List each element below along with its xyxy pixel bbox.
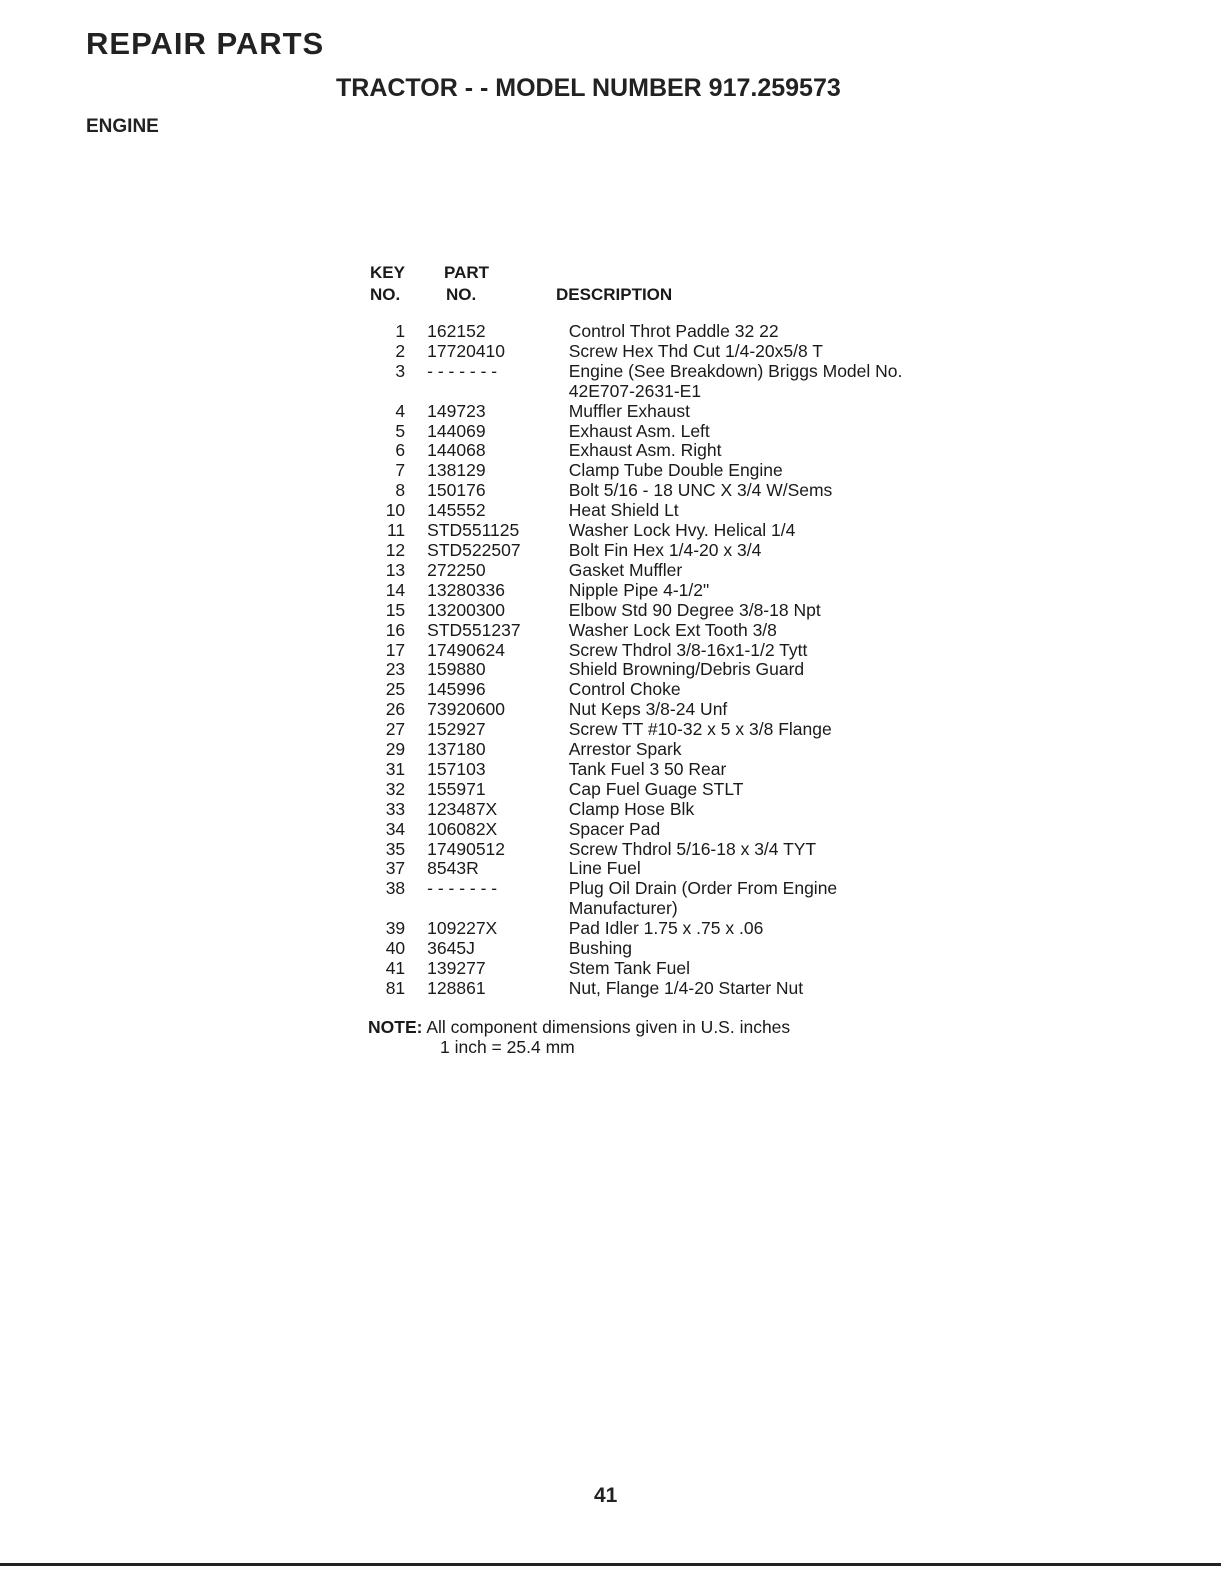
key-no-cell: 6 xyxy=(395,440,406,461)
part-no-cell: 272250 xyxy=(427,559,486,580)
key-no-cell: 34 xyxy=(385,818,406,839)
part-no-cell: 149723 xyxy=(427,400,486,421)
table-row xyxy=(368,919,928,939)
table-row xyxy=(368,422,928,442)
part-no-cell: 128861 xyxy=(427,977,486,998)
description-cell: Clamp Tube Double Engine xyxy=(568,460,783,481)
bottom-rule xyxy=(0,1563,1221,1566)
key-no-cell: 4 xyxy=(395,400,406,421)
key-no-cell: 81 xyxy=(385,977,406,998)
key-no-cell: 14 xyxy=(385,579,406,600)
description-cell: Gasket Muffler xyxy=(568,559,683,580)
description-cell: Line Fuel xyxy=(568,858,641,879)
part-header-line1: PART xyxy=(444,263,490,282)
table-row xyxy=(368,601,928,621)
part-no-cell: STD551125 xyxy=(427,520,520,541)
table-row xyxy=(368,840,928,860)
key-no-cell: 29 xyxy=(385,739,406,760)
table-row xyxy=(368,322,928,342)
description-cell: Clamp Hose Blk xyxy=(568,798,695,819)
table-row xyxy=(368,501,928,521)
part-no-cell: - - - - - - - xyxy=(427,878,498,899)
part-no-cell: 17720410 xyxy=(427,340,506,361)
description-cell: Control Throt Paddle 32 22 xyxy=(568,321,779,341)
part-no-cell: STD551237 xyxy=(427,619,521,640)
description-cell: Exhaust Asm. Left xyxy=(568,420,710,441)
description-cell: Engine (See Breakdown) Briggs Model No. 42E707-2631-E1 xyxy=(568,360,903,401)
page-number: 41 xyxy=(594,1484,618,1507)
table-row xyxy=(368,402,928,422)
table-row xyxy=(368,461,928,481)
note-line2: 1 inch = 25.4 mm xyxy=(440,1037,575,1057)
key-no-column-header xyxy=(370,262,405,306)
key-no-cell: 2 xyxy=(395,340,406,361)
description-cell: Tank Fuel 3 50 Rear xyxy=(568,758,727,779)
description-cell: Washer Lock Ext Tooth 3/8 xyxy=(568,619,777,640)
table-row xyxy=(368,541,928,561)
part-no-cell: 17490624 xyxy=(427,639,506,660)
table-row xyxy=(368,362,928,402)
description-cell: Nut Keps 3/8-24 Unf xyxy=(568,699,728,720)
description-cell: Nipple Pipe 4-1/2" xyxy=(568,579,710,600)
description-cell: Bolt Fin Hex 1/4-20 x 3/4 xyxy=(568,539,762,560)
description-cell: Screw Hex Thd Cut 1/4-20x5/8 T xyxy=(568,340,823,361)
table-row xyxy=(368,621,928,641)
description-cell: Cap Fuel Guage STLT xyxy=(568,778,744,799)
section-title: ENGINE xyxy=(86,116,159,137)
description-cell: Exhaust Asm. Right xyxy=(568,440,722,461)
part-no-cell: 138129 xyxy=(427,460,486,481)
description-cell: Plug Oil Drain (Order From Engine Manufacturer) xyxy=(568,878,838,919)
part-no-cell: 3645J xyxy=(427,938,475,959)
description-cell: Elbow Std 90 Degree 3/8-18 Npt xyxy=(568,599,821,620)
table-row xyxy=(368,521,928,541)
note-line1: All component dimensions given in U.S. inches xyxy=(426,1017,791,1037)
key-no-cell: 10 xyxy=(385,500,406,521)
description-cell: Screw Thdrol 3/8-16x1-1/2 Tytt xyxy=(568,639,808,660)
table-row xyxy=(368,879,928,919)
model-number-heading: TRACTOR - - MODEL NUMBER 917.259573 xyxy=(336,74,841,102)
key-no-cell: 17 xyxy=(385,639,406,660)
note-label: NOTE: xyxy=(368,1017,423,1037)
parts-table-body xyxy=(368,322,928,999)
key-no-cell: 35 xyxy=(385,838,406,859)
key-no-cell: 16 xyxy=(385,619,406,640)
description-cell: Bolt 5/16 - 18 UNC X 3/4 W/Sems xyxy=(568,480,833,501)
key-header-line2: NO. xyxy=(370,285,401,304)
table-row xyxy=(368,780,928,800)
key-no-cell: 39 xyxy=(385,918,406,939)
table-row xyxy=(368,800,928,820)
key-header-line1: KEY xyxy=(370,263,405,282)
key-no-cell: 1 xyxy=(395,321,406,341)
key-no-cell: 37 xyxy=(385,858,406,879)
part-no-column-header xyxy=(444,262,489,306)
part-no-cell: 8543R xyxy=(427,858,479,879)
description-column-header: DESCRIPTION xyxy=(556,285,673,304)
table-row xyxy=(368,441,928,461)
description-cell: Spacer Pad xyxy=(568,818,661,839)
table-row xyxy=(368,342,928,362)
part-no-cell: 17490512 xyxy=(427,838,506,859)
key-no-cell: 31 xyxy=(385,758,406,779)
key-no-cell: 13 xyxy=(385,559,406,580)
part-header-line2: NO. xyxy=(446,285,477,304)
key-no-cell: 38 xyxy=(385,878,406,899)
table-row xyxy=(368,979,928,999)
key-no-cell: 12 xyxy=(385,539,406,560)
part-no-cell: 13200300 xyxy=(427,599,506,620)
description-cell: Heat Shield Lt xyxy=(568,500,679,521)
key-no-cell: 26 xyxy=(385,699,406,720)
table-row xyxy=(368,959,928,979)
table-row xyxy=(368,660,928,680)
table-row xyxy=(368,700,928,720)
part-no-cell: 152927 xyxy=(427,719,486,740)
table-row xyxy=(368,859,928,879)
description-cell: Bushing xyxy=(568,938,632,959)
page-header-title: REPAIR PARTS xyxy=(86,26,325,61)
table-row xyxy=(368,641,928,661)
part-no-cell: 106082X xyxy=(427,818,498,839)
key-no-cell: 27 xyxy=(385,719,406,740)
part-no-cell: - - - - - - - xyxy=(427,360,498,381)
description-cell: Washer Lock Hvy. Helical 1/4 xyxy=(568,520,796,541)
part-no-cell: 159880 xyxy=(427,659,486,680)
key-no-cell: 41 xyxy=(385,958,406,978)
key-no-cell: 3 xyxy=(395,360,406,381)
part-no-cell: 139277 xyxy=(427,958,486,978)
table-row xyxy=(368,680,928,700)
dimensions-note xyxy=(368,1017,790,1057)
part-no-cell: 145552 xyxy=(427,500,486,521)
part-no-cell: 162152 xyxy=(427,321,486,341)
table-row xyxy=(368,481,928,501)
description-cell: Screw TT #10-32 x 5 x 3/8 Flange xyxy=(568,719,832,740)
key-no-cell: 7 xyxy=(395,460,406,481)
parts-table xyxy=(368,322,928,999)
key-no-cell: 5 xyxy=(395,420,406,441)
part-no-cell: 145996 xyxy=(427,679,486,700)
key-no-cell: 33 xyxy=(385,798,406,819)
key-no-cell: 23 xyxy=(385,659,406,680)
key-no-cell: 40 xyxy=(385,938,406,959)
description-cell: Control Choke xyxy=(568,679,681,700)
part-no-cell: 157103 xyxy=(427,758,486,779)
table-row xyxy=(368,760,928,780)
part-no-cell: 73920600 xyxy=(427,699,506,720)
description-cell: Screw Thdrol 5/16-18 x 3/4 TYT xyxy=(568,838,817,859)
description-cell: Arrestor Spark xyxy=(568,739,682,760)
part-no-cell: 150176 xyxy=(427,480,486,501)
description-cell: Shield Browning/Debris Guard xyxy=(568,659,805,680)
key-no-cell: 11 xyxy=(386,520,406,541)
table-row xyxy=(368,820,928,840)
part-no-cell: 109227X xyxy=(427,918,498,939)
part-no-cell: 144069 xyxy=(427,420,486,441)
description-cell: Muffler Exhaust xyxy=(568,400,690,421)
part-no-cell: 13280336 xyxy=(427,579,506,600)
table-row xyxy=(368,561,928,581)
key-no-cell: 15 xyxy=(385,599,406,620)
key-no-cell: 8 xyxy=(395,480,406,501)
part-no-cell: 155971 xyxy=(427,778,486,799)
table-row xyxy=(368,939,928,959)
key-no-cell: 32 xyxy=(385,778,406,799)
part-no-cell: 144068 xyxy=(427,440,486,461)
table-row xyxy=(368,740,928,760)
description-cell: Nut, Flange 1/4-20 Starter Nut xyxy=(568,977,804,998)
description-cell: Stem Tank Fuel xyxy=(568,958,690,978)
key-no-cell: 25 xyxy=(385,679,406,700)
description-cell: Pad Idler 1.75 x .75 x .06 xyxy=(568,918,764,939)
part-no-cell: 123487X xyxy=(427,798,498,819)
table-row xyxy=(368,720,928,740)
table-row xyxy=(368,581,928,601)
part-no-cell: STD522507 xyxy=(427,539,521,560)
part-no-cell: 137180 xyxy=(427,739,486,760)
